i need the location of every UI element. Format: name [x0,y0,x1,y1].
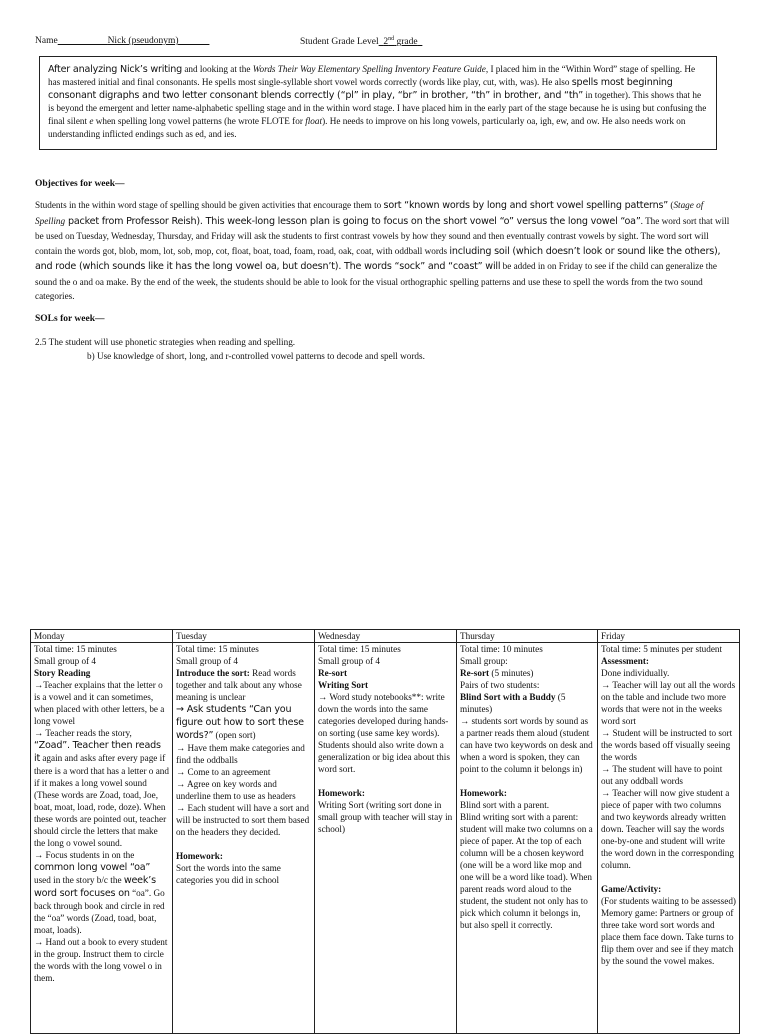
sols-title: SOLs for week— [35,314,105,324]
cell-friday: Total time: 5 minutes per student Assessment: Done individually. → Teacher will lay out all the words on the table and include two more words that were not in the weeks word sort → Student will be instructed to sort the words based off visually seeing the words → The student will have to point out any oddball words → Teacher will now give student a piece of paper with two columns and two keywords already written down. Teacher will say the words one-by-one and student will write the word down in the corresponding column. Game/Activity: (For students waiting to be assessed) Memory game: Partners or group of three take word sort words and place them face down. Take turns to flip them over and see if they match by the sound the vowel makes. [598,643,740,1034]
cell-thursday: Total time: 10 minutes Small group: Re-sort (5 minutes) Pairs of two students: Blind Sort with a Buddy (5 minutes) → students sort words by sound as a partner reads them aloud (student can have two keywords on desk and when a word is spoken, they can point to the column it belongs in) Homework: Blind sort with a parent. Blind writing sort with a parent: student will make two columns on a piece of paper. At the top of each column will be a chosen keyword (one will be a word like mop and one will be a word like toad). When parent reads word aloud to the student, the student not only has to pick which column it belongs in, but also spell it correctly. [457,643,598,1034]
grade-line [300,36,422,47]
header-tuesday: Tuesday [173,630,315,643]
table-row [31,643,740,1034]
objectives-title: Objectives for week— [35,179,125,189]
header-thursday: Thursday [457,630,598,643]
table-header-row [31,630,740,643]
sol-line-2: b) Use knowledge of short, long, and r-controlled vowel patterns to decode and spell words. [87,351,425,361]
name-value: Nick (pseudonym) [107,36,179,46]
name-line [35,36,209,46]
grade-value: 2nd grade [383,36,418,48]
name-label: Name [35,36,58,46]
inventory-guide-title: Words Their Way Elementary Spelling Inventory Feature Guide [252,64,486,74]
header-friday: Friday [598,630,740,643]
summary-handwritten-1: After analyzing Nick’s writing [48,64,183,75]
objectives-paragraph: Students in the within word stage of spelling should be given activities that encourage them to sort “known words by long and short vowel spelling patterns” (Stage of Spelling packet from Professor Reish). This week-long lesson plan is going to focus on the short vowel “o” versus the long vowel “oa”. The word sort that will be used on Tuesday, Wednesday, Thursday, and Friday will ask the students to first contrast vowels by how they sound and then eventually contrast vowels by sight. The word sort will contain the words got, blob, mom, lot, sob, mop, cot, float, boat, toad, foam, road, oak, coat, with oddball words including soil (which doesn’t look or sound like the others), and rode (which sounds like it has the long vowel oa, but doesn’t). The words “sock” and “coast” will be added in on Friday to see if the child can generalize the sound the o and oa make. By the end of the week, the students should be able to look for the visual orthographic spelling patterns and use these to spell the words from the two sound categories. [35,200,730,301]
student-summary-box: After analyzing Nick’s writing and looking at the Words Their Way Elementary Spelling Inventory Feature Guide, I placed him in the “Within Word” stage of spelling. He has mastered initial and final consonants. He spells most single-syllable short vowel words correctly (words like play, cut, with, was). He also spells most beginning consonant digraphs and two letter consonant blends correctly (“pl” in play, “br” in brother, “th” in brother, and “th” in together). This shows that he is beyond the emergent and letter name-alphabetic spelling stage and in the within word stage. I have placed him in the early part of the stage because he is using but confusing the final silent e when spelling long vowel patterns (he wrote FLOTE for float). He needs to improve on his long vowels, particularly oa, igh, ew, and ow. He also needs work on understanding inflicted endings such as ed, and ies. [39,56,717,150]
header-monday: Monday [31,630,173,643]
cell-tuesday: Total time: 15 minutes Small group of 4 Introduce the sort: Read words together and talk about any whose meaning is unclear → Ask students “Can you figure out how to sort these words?” (open sort) → Have them make categories and find the oddballs → Come to an agreement → Agree on key words and underline them to use as headers → Each student will have a sort and will be instructed to sort them based on the headers they decided. Homework: Sort the words into the same categories you did in school [173,643,315,1034]
cell-monday: Total time: 15 minutes Small group of 4 Story Reading →Teacher explains that the letter o is a vowel and it can sometimes, when placed with other letters, be a long vowel → Teacher reads the story, “Zoad”. Teacher then reads it again and asks after every page if there is a word that has a letter o and if it makes a long vowel sound (These words are Zoad, toad, Joe, boat, moat, load, rode, doze). When these words are pointed out, teacher should circle the letters that make the long o vowel sound. → Focus students in on the common long vowel “oa” used in the story b/c the week’s word sort focuses on “oa”. Go back through book and circle in red the “oa” words (Zoad, toad, boat, moat, loads). → Hand out a book to every student in the group. Instruct them to circle the words with the long vowel o in them. [31,643,173,1034]
grade-label: Student Grade Level [300,37,379,48]
cell-wednesday: Total time: 15 minutes Small group of 4 Re-sort Writing Sort → Word study notebooks**: write down the words into the same categories developed during hands-on sorting (use same key words). Students should also write down a generalization or big idea about this word sort. Homework: Writing Sort (writing sort done in small group with teacher will stay in school) [315,643,457,1034]
weekly-plan-table [30,629,740,1034]
sols-text [35,335,730,363]
sol-line-1: 2.5 The student will use phonetic strategies when reading and spelling. [35,337,296,347]
summary-handwritten-2: spells most beginning consonant digraphs and two letter consonant blends correctly (“pl” in play, “br” in brother, “th” in brother, and “th” [48,77,673,101]
header-wednesday: Wednesday [315,630,457,643]
